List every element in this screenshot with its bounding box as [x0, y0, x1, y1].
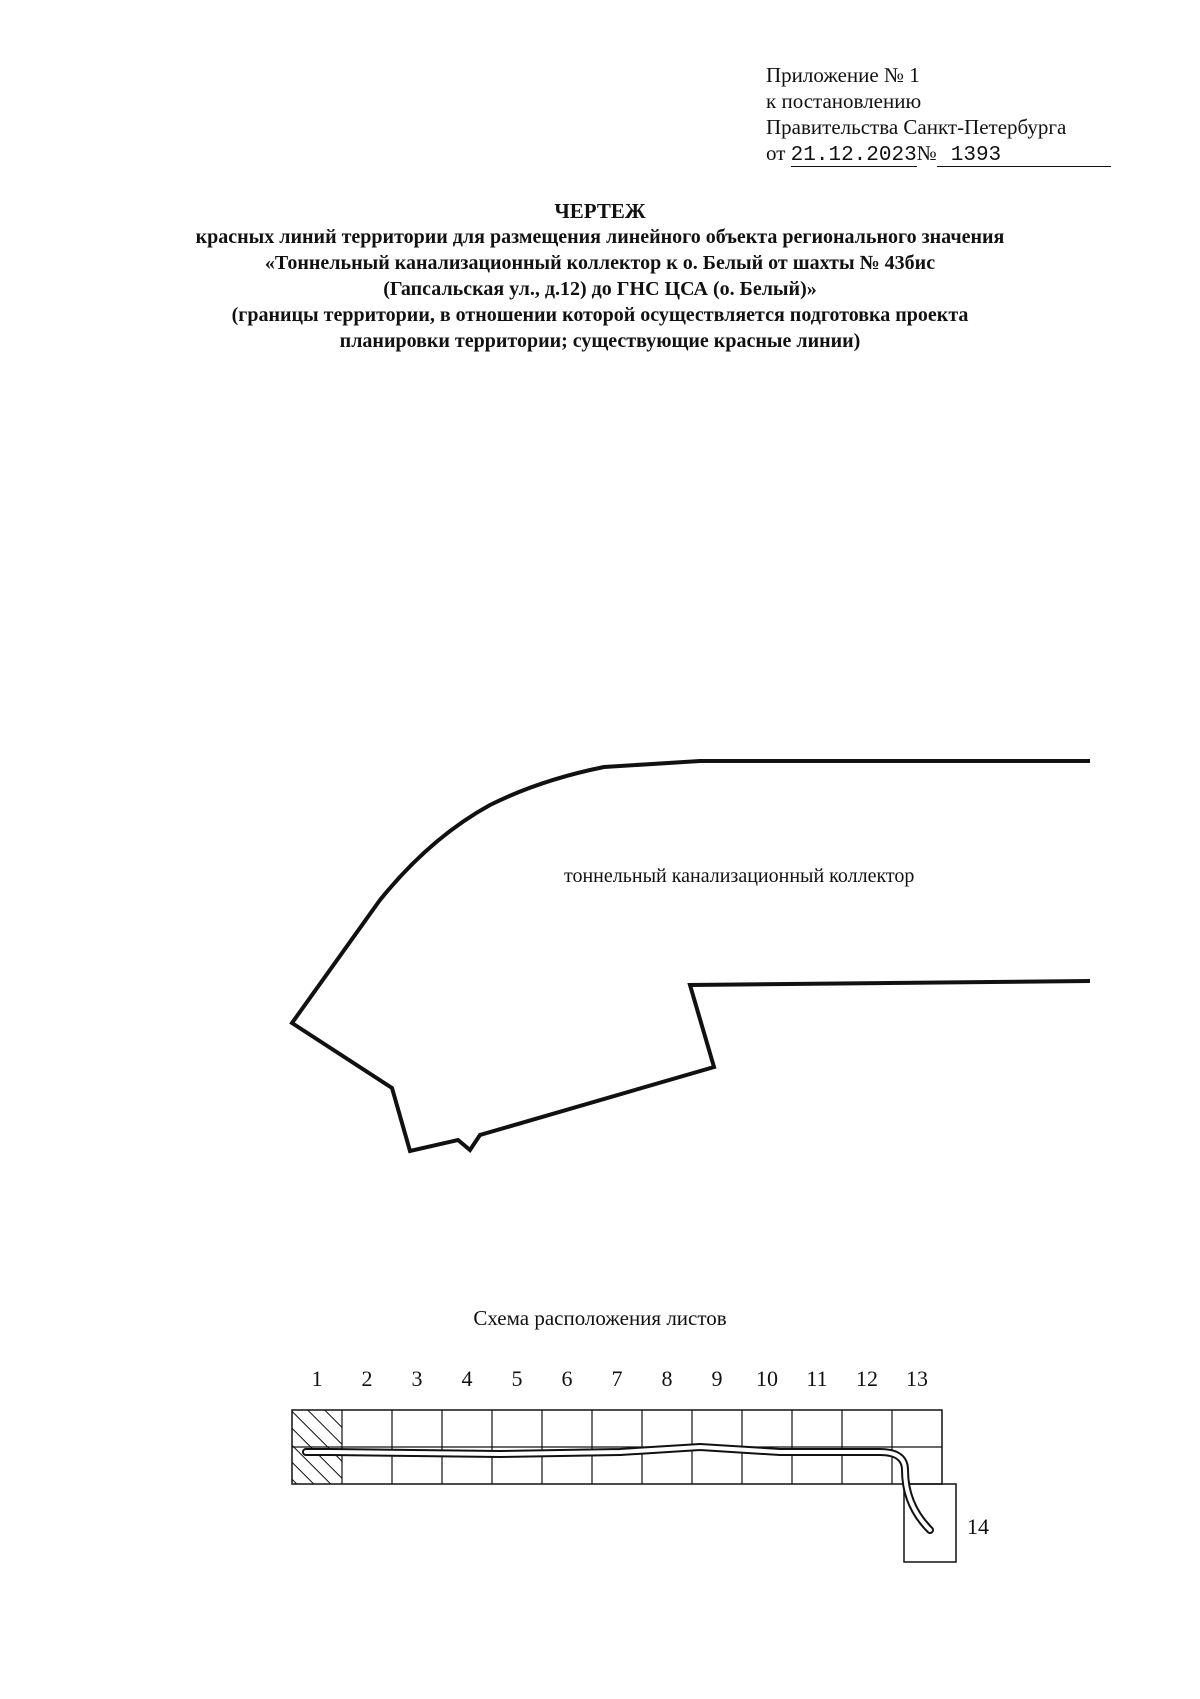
sheet-layout-scheme — [292, 1410, 956, 1562]
sheet-number: 2 — [361, 1366, 373, 1391]
approval-date: 21.12.2023 — [790, 144, 917, 167]
sheet-number: 12 — [856, 1366, 878, 1391]
collector-route-inner — [306, 1447, 930, 1530]
approval-line-3: Правительства Санкт-Петербурга — [766, 115, 1067, 139]
approval-number-sign: № — [916, 141, 937, 165]
approval-line-2: к постановлению — [766, 89, 922, 113]
title-line-4: (Гапсальская ул., д.12) до ГНС ЦСА (о. Белый)» — [383, 278, 817, 300]
sheet-number: 6 — [561, 1366, 573, 1391]
territory-boundary — [292, 761, 1090, 1151]
sheet-number: 4 — [461, 1366, 473, 1391]
scheme-title: Схема расположения листов — [473, 1306, 727, 1330]
sheet-number-14: 14 — [967, 1514, 989, 1539]
sheet-number: 8 — [661, 1366, 673, 1391]
title-line-6: планировки территории; существующие красные линии) — [339, 330, 861, 352]
approval-number: 1393 — [937, 146, 1111, 167]
collector-label: тоннельный канализационный коллектор — [564, 865, 915, 887]
title-line-3: «Тоннельный канализационный коллектор к о. Белый от шахты № 43бис — [264, 252, 936, 274]
approval-line-1: Приложение № 1 — [766, 63, 920, 87]
sheet-number: 1 — [311, 1366, 323, 1391]
collector-route — [306, 1447, 930, 1530]
sheet-number: 11 — [806, 1366, 828, 1391]
sheet-number: 13 — [906, 1366, 928, 1391]
title-line-2: красных линий территории для размещения линейного объекта регионального значения — [195, 226, 1005, 248]
title-line-1: ЧЕРТЕЖ — [554, 199, 646, 223]
sheet-number: 10 — [756, 1366, 778, 1391]
sheet-number: 3 — [411, 1366, 423, 1391]
title-line-5: (границы территории, в отношении которой осуществляется подготовка проекта — [231, 304, 969, 326]
approval-from-prefix: от — [766, 141, 786, 165]
sheet-number: 5 — [511, 1366, 523, 1391]
sheet-number: 9 — [711, 1366, 723, 1391]
sheet-number: 7 — [611, 1366, 623, 1391]
